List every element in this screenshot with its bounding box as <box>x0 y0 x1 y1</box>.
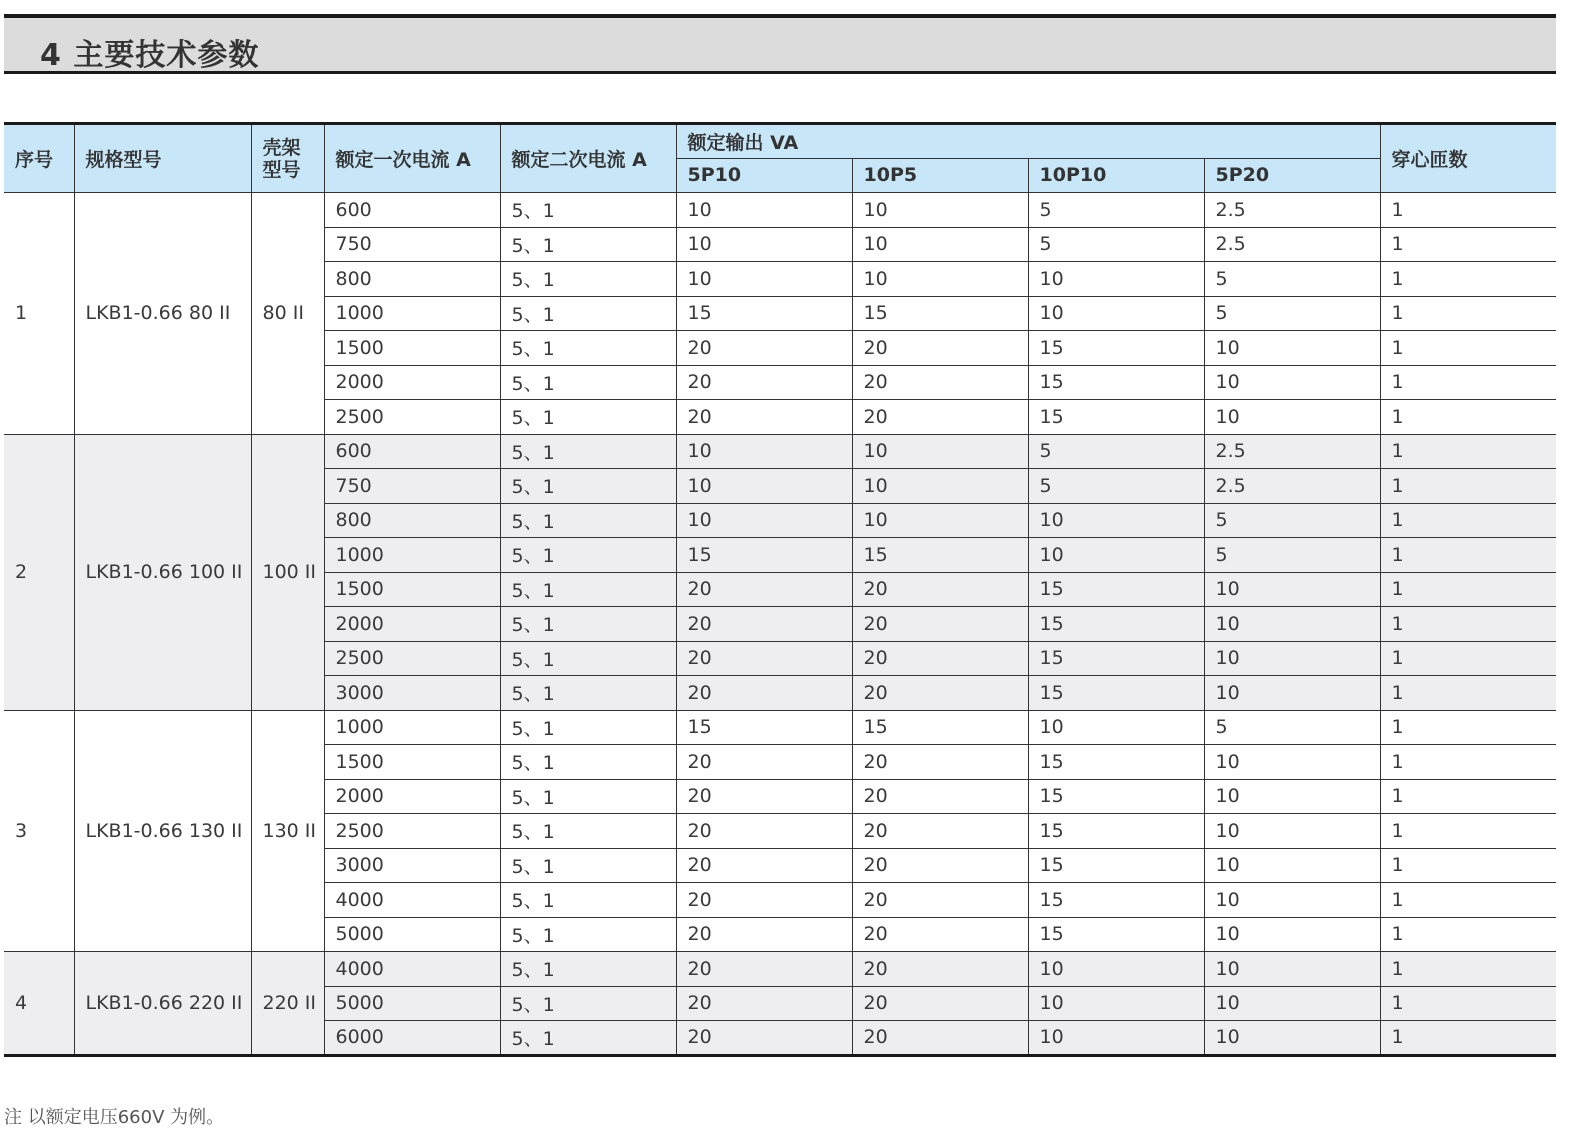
cell-secondary-current: 5、1 <box>500 676 676 711</box>
cell-turns: 1 <box>1380 917 1556 952</box>
cell-5p10: 20 <box>676 848 852 883</box>
cell-5p10: 20 <box>676 917 852 952</box>
cell-shell: 80 II <box>251 193 324 435</box>
cell-secondary-current: 5、1 <box>500 538 676 573</box>
cell-turns: 1 <box>1380 469 1556 504</box>
table-row <box>4 193 1556 228</box>
section-title-bar <box>4 14 1556 74</box>
cell-secondary-current: 5、1 <box>500 883 676 918</box>
cell-5p20: 10 <box>1204 952 1380 987</box>
cell-secondary-current: 5、1 <box>500 434 676 469</box>
cell-10p10: 5 <box>1028 227 1204 262</box>
cell-secondary-current: 5、1 <box>500 262 676 297</box>
cell-seq: 2 <box>4 434 74 710</box>
cell-10p10: 15 <box>1028 814 1204 849</box>
cell-10p5: 20 <box>852 986 1028 1021</box>
table-group <box>4 710 1556 952</box>
header-shell-label: 壳架型号 <box>262 136 301 181</box>
cell-5p10: 10 <box>676 193 852 228</box>
header-seq: 序号 <box>4 124 74 193</box>
cell-5p10: 20 <box>676 365 852 400</box>
cell-primary-current: 2000 <box>324 365 500 400</box>
cell-secondary-current: 5、1 <box>500 400 676 435</box>
cell-primary-current: 5000 <box>324 917 500 952</box>
cell-primary-current: 3000 <box>324 848 500 883</box>
cell-primary-current: 1500 <box>324 331 500 366</box>
cell-turns: 1 <box>1380 400 1556 435</box>
cell-5p20: 10 <box>1204 745 1380 780</box>
cell-turns: 1 <box>1380 1021 1556 1056</box>
cell-turns: 1 <box>1380 848 1556 883</box>
cell-5p20: 10 <box>1204 848 1380 883</box>
cell-5p20: 5 <box>1204 710 1380 745</box>
cell-secondary-current: 5、1 <box>500 296 676 331</box>
cell-10p10: 15 <box>1028 883 1204 918</box>
cell-10p5: 20 <box>852 331 1028 366</box>
cell-10p5: 20 <box>852 952 1028 987</box>
cell-10p10: 15 <box>1028 745 1204 780</box>
cell-10p10: 15 <box>1028 607 1204 642</box>
cell-10p5: 15 <box>852 710 1028 745</box>
cell-5p10: 10 <box>676 503 852 538</box>
cell-5p10: 15 <box>676 710 852 745</box>
cell-5p20: 10 <box>1204 917 1380 952</box>
cell-5p20: 10 <box>1204 331 1380 366</box>
table-group <box>4 434 1556 710</box>
cell-5p20: 5 <box>1204 262 1380 297</box>
cell-10p10: 10 <box>1028 296 1204 331</box>
cell-seq: 3 <box>4 710 74 952</box>
cell-primary-current: 2000 <box>324 607 500 642</box>
cell-secondary-current: 5、1 <box>500 986 676 1021</box>
cell-10p5: 20 <box>852 572 1028 607</box>
section-title: 4 主要技术参数 <box>40 38 260 73</box>
cell-10p10: 15 <box>1028 676 1204 711</box>
cell-turns: 1 <box>1380 538 1556 573</box>
cell-5p20: 10 <box>1204 572 1380 607</box>
cell-primary-current: 2500 <box>324 641 500 676</box>
cell-10p10: 15 <box>1028 365 1204 400</box>
cell-5p10: 10 <box>676 262 852 297</box>
cell-turns: 1 <box>1380 676 1556 711</box>
cell-secondary-current: 5、1 <box>500 607 676 642</box>
cell-5p10: 10 <box>676 469 852 504</box>
cell-secondary-current: 5、1 <box>500 227 676 262</box>
table-header <box>4 124 1556 193</box>
cell-shell: 130 II <box>251 710 324 952</box>
cell-10p10: 5 <box>1028 469 1204 504</box>
cell-10p5: 10 <box>852 503 1028 538</box>
cell-5p10: 20 <box>676 331 852 366</box>
cell-10p5: 10 <box>852 227 1028 262</box>
table-row <box>4 952 1556 987</box>
cell-10p5: 20 <box>852 400 1028 435</box>
cell-primary-current: 800 <box>324 503 500 538</box>
cell-5p10: 20 <box>676 986 852 1021</box>
cell-10p10: 15 <box>1028 641 1204 676</box>
cell-5p20: 10 <box>1204 883 1380 918</box>
cell-primary-current: 1500 <box>324 745 500 780</box>
cell-10p5: 20 <box>852 883 1028 918</box>
cell-5p10: 10 <box>676 227 852 262</box>
cell-secondary-current: 5、1 <box>500 503 676 538</box>
footnote: 注 以额定电压660V 为例。 <box>4 1107 225 1128</box>
header-10p5: 10P5 <box>852 158 1028 193</box>
cell-shell: 100 II <box>251 434 324 710</box>
cell-5p10: 20 <box>676 607 852 642</box>
cell-primary-current: 2500 <box>324 814 500 849</box>
cell-5p20: 10 <box>1204 986 1380 1021</box>
cell-10p10: 10 <box>1028 538 1204 573</box>
table-row <box>4 434 1556 469</box>
cell-turns: 1 <box>1380 262 1556 297</box>
cell-turns: 1 <box>1380 296 1556 331</box>
cell-5p20: 2.5 <box>1204 434 1380 469</box>
cell-10p5: 20 <box>852 1021 1028 1056</box>
cell-10p5: 20 <box>852 917 1028 952</box>
tech-params-table <box>4 122 1556 1057</box>
table-row <box>4 710 1556 745</box>
cell-primary-current: 4000 <box>324 952 500 987</box>
cell-5p10: 20 <box>676 641 852 676</box>
cell-primary-current: 6000 <box>324 1021 500 1056</box>
cell-5p10: 20 <box>676 676 852 711</box>
cell-primary-current: 5000 <box>324 986 500 1021</box>
header-5p10: 5P10 <box>676 158 852 193</box>
cell-10p10: 15 <box>1028 848 1204 883</box>
cell-secondary-current: 5、1 <box>500 745 676 780</box>
header-turns: 穿心匝数 <box>1380 124 1556 193</box>
cell-5p10: 15 <box>676 296 852 331</box>
cell-primary-current: 3000 <box>324 676 500 711</box>
cell-5p20: 10 <box>1204 400 1380 435</box>
cell-10p10: 10 <box>1028 262 1204 297</box>
cell-10p5: 15 <box>852 296 1028 331</box>
cell-10p5: 20 <box>852 641 1028 676</box>
header-primary-current: 额定一次电流 A <box>324 124 500 193</box>
cell-5p10: 20 <box>676 400 852 435</box>
cell-5p10: 20 <box>676 883 852 918</box>
header-rated-output: 额定输出 VA <box>676 124 1380 159</box>
cell-10p5: 20 <box>852 365 1028 400</box>
cell-5p10: 20 <box>676 1021 852 1056</box>
cell-10p10: 5 <box>1028 193 1204 228</box>
cell-secondary-current: 5、1 <box>500 1021 676 1056</box>
cell-10p10: 15 <box>1028 779 1204 814</box>
cell-10p10: 10 <box>1028 1021 1204 1056</box>
cell-turns: 1 <box>1380 779 1556 814</box>
cell-primary-current: 750 <box>324 469 500 504</box>
cell-5p20: 5 <box>1204 296 1380 331</box>
cell-5p10: 20 <box>676 779 852 814</box>
cell-10p5: 20 <box>852 607 1028 642</box>
cell-primary-current: 800 <box>324 262 500 297</box>
cell-turns: 1 <box>1380 434 1556 469</box>
cell-10p10: 5 <box>1028 434 1204 469</box>
cell-5p20: 10 <box>1204 779 1380 814</box>
cell-10p5: 20 <box>852 745 1028 780</box>
table-group <box>4 952 1556 1056</box>
cell-10p10: 15 <box>1028 572 1204 607</box>
cell-5p20: 10 <box>1204 676 1380 711</box>
cell-10p10: 10 <box>1028 986 1204 1021</box>
cell-10p5: 20 <box>852 779 1028 814</box>
cell-secondary-current: 5、1 <box>500 331 676 366</box>
cell-shell: 220 II <box>251 952 324 1056</box>
cell-model: LKB1-0.66 220 II <box>74 952 251 1056</box>
cell-secondary-current: 5、1 <box>500 710 676 745</box>
cell-10p10: 15 <box>1028 917 1204 952</box>
header-shell <box>251 124 324 193</box>
header-5p20: 5P20 <box>1204 158 1380 193</box>
cell-5p10: 20 <box>676 745 852 780</box>
cell-secondary-current: 5、1 <box>500 952 676 987</box>
cell-5p20: 5 <box>1204 538 1380 573</box>
cell-primary-current: 750 <box>324 227 500 262</box>
cell-primary-current: 4000 <box>324 883 500 918</box>
cell-secondary-current: 5、1 <box>500 365 676 400</box>
cell-5p20: 2.5 <box>1204 193 1380 228</box>
cell-model: LKB1-0.66 100 II <box>74 434 251 710</box>
cell-5p10: 20 <box>676 572 852 607</box>
header-model: 规格型号 <box>74 124 251 193</box>
cell-turns: 1 <box>1380 710 1556 745</box>
cell-10p5: 10 <box>852 434 1028 469</box>
cell-primary-current: 1000 <box>324 538 500 573</box>
cell-primary-current: 2000 <box>324 779 500 814</box>
cell-5p20: 5 <box>1204 503 1380 538</box>
cell-5p20: 10 <box>1204 641 1380 676</box>
cell-secondary-current: 5、1 <box>500 641 676 676</box>
cell-10p5: 20 <box>852 676 1028 711</box>
cell-secondary-current: 5、1 <box>500 814 676 849</box>
cell-model: LKB1-0.66 80 II <box>74 193 251 435</box>
cell-primary-current: 600 <box>324 434 500 469</box>
cell-primary-current: 600 <box>324 193 500 228</box>
cell-10p10: 15 <box>1028 331 1204 366</box>
cell-turns: 1 <box>1380 503 1556 538</box>
cell-10p10: 10 <box>1028 952 1204 987</box>
cell-5p20: 10 <box>1204 814 1380 849</box>
cell-10p5: 10 <box>852 469 1028 504</box>
cell-turns: 1 <box>1380 331 1556 366</box>
cell-turns: 1 <box>1380 952 1556 987</box>
cell-secondary-current: 5、1 <box>500 193 676 228</box>
cell-turns: 1 <box>1380 814 1556 849</box>
cell-5p20: 10 <box>1204 1021 1380 1056</box>
cell-turns: 1 <box>1380 986 1556 1021</box>
cell-primary-current: 2500 <box>324 400 500 435</box>
cell-primary-current: 1000 <box>324 296 500 331</box>
cell-10p10: 10 <box>1028 710 1204 745</box>
cell-5p10: 20 <box>676 952 852 987</box>
cell-seq: 1 <box>4 193 74 435</box>
cell-secondary-current: 5、1 <box>500 848 676 883</box>
cell-10p10: 15 <box>1028 400 1204 435</box>
cell-5p20: 10 <box>1204 607 1380 642</box>
cell-turns: 1 <box>1380 193 1556 228</box>
cell-5p10: 20 <box>676 814 852 849</box>
cell-5p20: 2.5 <box>1204 469 1380 504</box>
cell-seq: 4 <box>4 952 74 1056</box>
cell-primary-current: 1500 <box>324 572 500 607</box>
cell-10p10: 10 <box>1028 503 1204 538</box>
cell-10p5: 15 <box>852 538 1028 573</box>
cell-primary-current: 1000 <box>324 710 500 745</box>
cell-10p5: 20 <box>852 848 1028 883</box>
cell-model: LKB1-0.66 130 II <box>74 710 251 952</box>
cell-turns: 1 <box>1380 227 1556 262</box>
header-secondary-current: 额定二次电流 A <box>500 124 676 193</box>
cell-10p5: 10 <box>852 262 1028 297</box>
cell-secondary-current: 5、1 <box>500 469 676 504</box>
cell-5p10: 10 <box>676 434 852 469</box>
cell-turns: 1 <box>1380 365 1556 400</box>
cell-5p10: 15 <box>676 538 852 573</box>
header-10p10: 10P10 <box>1028 158 1204 193</box>
cell-secondary-current: 5、1 <box>500 572 676 607</box>
cell-secondary-current: 5、1 <box>500 779 676 814</box>
cell-5p20: 10 <box>1204 365 1380 400</box>
cell-turns: 1 <box>1380 641 1556 676</box>
cell-10p5: 20 <box>852 814 1028 849</box>
cell-turns: 1 <box>1380 607 1556 642</box>
table-group <box>4 193 1556 435</box>
cell-10p5: 10 <box>852 193 1028 228</box>
cell-turns: 1 <box>1380 883 1556 918</box>
cell-secondary-current: 5、1 <box>500 917 676 952</box>
cell-turns: 1 <box>1380 572 1556 607</box>
cell-5p20: 2.5 <box>1204 227 1380 262</box>
cell-turns: 1 <box>1380 745 1556 780</box>
